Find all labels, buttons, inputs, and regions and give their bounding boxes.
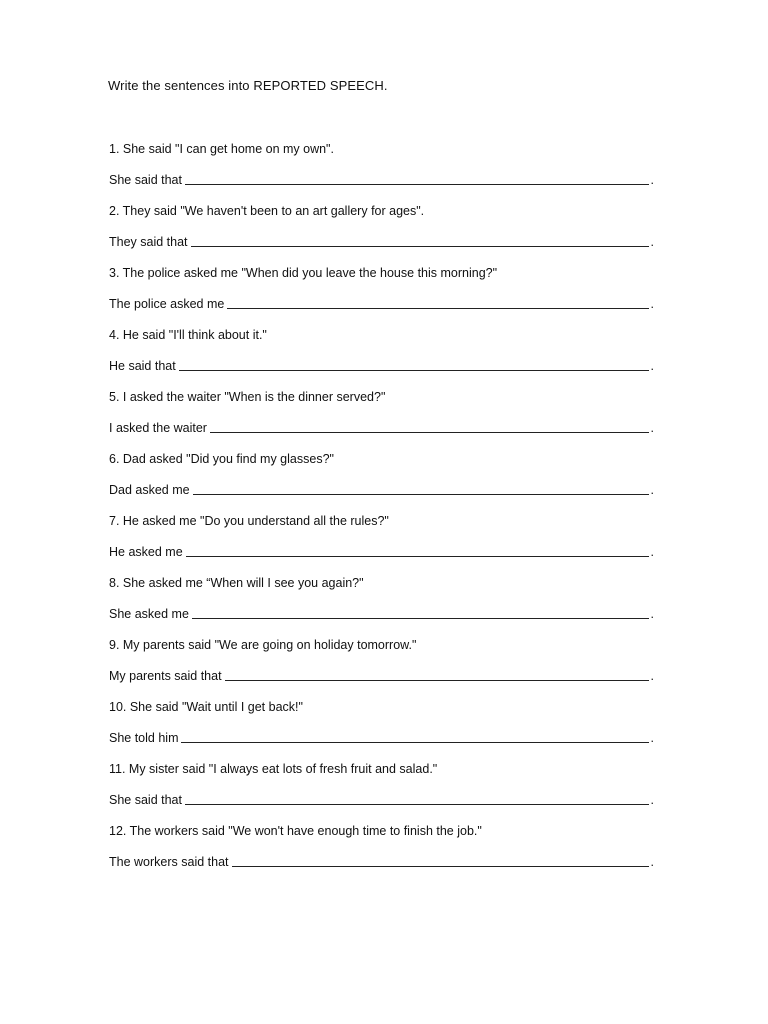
answer-prefix: My parents said that bbox=[109, 669, 222, 683]
question-4: 4. He said "I'll think about it." bbox=[109, 328, 267, 342]
answer-prefix: Dad asked me bbox=[109, 483, 190, 497]
answer-period: . bbox=[650, 483, 654, 497]
answer-prefix: She told him bbox=[109, 731, 179, 745]
question-2: 2. They said "We haven't been to an art gallery for ages". bbox=[109, 204, 425, 218]
question-12: 12. The workers said "We won't have enough time to finish the job." bbox=[109, 824, 482, 838]
answer-period: . bbox=[650, 235, 654, 249]
answer-period: . bbox=[650, 607, 654, 621]
question-7: 7. He asked me "Do you understand all the rules?" bbox=[109, 514, 389, 528]
answer-line-3[interactable] bbox=[109, 295, 654, 313]
answer-period: . bbox=[650, 359, 654, 373]
answer-line-10[interactable] bbox=[109, 729, 654, 747]
answer-line-6[interactable] bbox=[109, 481, 654, 499]
question-6: 6. Dad asked "Did you find my glasses?" bbox=[109, 452, 334, 466]
answer-line-9[interactable] bbox=[109, 667, 654, 685]
answer-prefix: She said that bbox=[109, 793, 182, 807]
answer-prefix: He asked me bbox=[109, 545, 183, 559]
answer-period: . bbox=[650, 669, 654, 683]
question-9: 9. My parents said "We are going on holiday tomorrow." bbox=[109, 638, 417, 652]
answer-line-4[interactable] bbox=[109, 357, 654, 375]
answer-blank[interactable] bbox=[179, 369, 649, 371]
answer-prefix: The police asked me bbox=[109, 297, 225, 311]
answer-line-11[interactable] bbox=[109, 791, 654, 809]
answer-prefix: They said that bbox=[109, 235, 188, 249]
answer-blank[interactable] bbox=[210, 431, 649, 433]
answer-blank[interactable] bbox=[191, 245, 649, 247]
answer-prefix: He said that bbox=[109, 359, 176, 373]
answer-period: . bbox=[650, 855, 654, 869]
question-1: 1. She said "I can get home on my own". bbox=[109, 142, 334, 156]
answer-prefix: I asked the waiter bbox=[109, 421, 207, 435]
answer-period: . bbox=[650, 545, 654, 559]
answer-period: . bbox=[650, 731, 654, 745]
question-3: 3. The police asked me "When did you leave the house this morning?" bbox=[109, 266, 498, 280]
answer-blank[interactable] bbox=[185, 183, 649, 185]
answer-line-1[interactable] bbox=[109, 171, 654, 189]
answer-line-7[interactable] bbox=[109, 543, 654, 561]
answer-line-2[interactable] bbox=[109, 233, 654, 251]
answer-line-12[interactable] bbox=[109, 853, 654, 871]
answer-period: . bbox=[650, 297, 654, 311]
answer-blank[interactable] bbox=[232, 865, 649, 867]
answer-blank[interactable] bbox=[192, 617, 649, 619]
answer-prefix: She said that bbox=[109, 173, 182, 187]
answer-prefix: The workers said that bbox=[109, 855, 229, 869]
question-8: 8. She asked me “When will I see you again?" bbox=[109, 576, 364, 590]
answer-blank[interactable] bbox=[227, 307, 648, 309]
answer-blank[interactable] bbox=[181, 741, 648, 743]
answer-blank[interactable] bbox=[225, 679, 649, 681]
question-11: 11. My sister said "I always eat lots of fresh fruit and salad." bbox=[109, 762, 438, 776]
answer-blank[interactable] bbox=[186, 555, 649, 557]
answer-line-8[interactable] bbox=[109, 605, 654, 623]
answer-period: . bbox=[650, 793, 654, 807]
question-10: 10. She said "Wait until I get back!" bbox=[109, 700, 303, 714]
answer-period: . bbox=[650, 173, 654, 187]
answer-blank[interactable] bbox=[193, 493, 649, 495]
question-5: 5. I asked the waiter "When is the dinner served?" bbox=[109, 390, 386, 404]
answer-line-5[interactable] bbox=[109, 419, 654, 437]
answer-blank[interactable] bbox=[185, 803, 649, 805]
worksheet-title: Write the sentences into REPORTED SPEECH. bbox=[108, 78, 388, 93]
answer-prefix: She asked me bbox=[109, 607, 189, 621]
answer-period: . bbox=[650, 421, 654, 435]
